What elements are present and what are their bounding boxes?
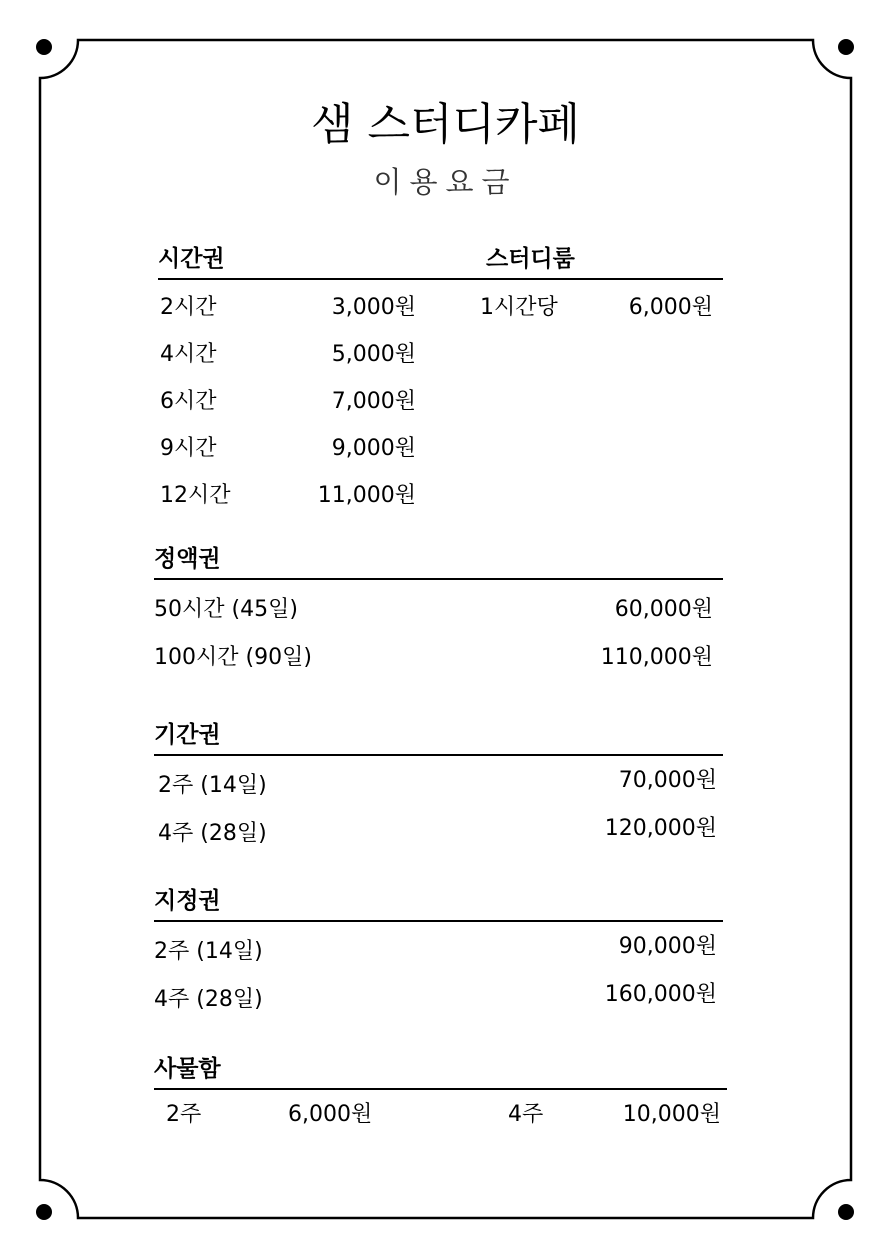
- fixed-seat-price: 90,000원: [618, 934, 717, 959]
- section-heading-time-pass: 시간권: [158, 246, 225, 272]
- time-pass-price: 3,000원: [331, 295, 416, 320]
- fixed-seat-label: 4주 (28일): [154, 987, 263, 1012]
- border-outline: [40, 40, 851, 1218]
- page-subtitle: 이용요금: [373, 165, 518, 199]
- period-pass-price: 70,000원: [618, 768, 717, 793]
- fixed-amount-price: 60,000원: [614, 597, 713, 622]
- corner-dot-top-right: [838, 39, 854, 55]
- time-pass-price: 5,000원: [331, 342, 416, 367]
- locker-price: 6,000원: [288, 1102, 373, 1127]
- fixed-seat-label: 2주 (14일): [154, 939, 263, 964]
- time-pass-label: 4시간: [160, 342, 217, 367]
- section-heading-fixed-seat: 지정권: [154, 888, 221, 914]
- section-heading-locker: 사물함: [154, 1056, 221, 1082]
- period-pass-price: 120,000원: [604, 816, 717, 841]
- study-room-label: 1시간당: [480, 295, 558, 320]
- locker-label: 4주: [508, 1102, 544, 1127]
- study-room-price: 6,000원: [628, 295, 713, 320]
- period-pass-label: 2주 (14일): [158, 773, 267, 798]
- time-pass-label: 12시간: [160, 483, 231, 508]
- locker-price: 10,000원: [622, 1102, 721, 1127]
- period-pass-label: 4주 (28일): [158, 821, 267, 846]
- section-rule-period-pass: [154, 754, 723, 756]
- time-pass-price: 7,000원: [331, 389, 416, 414]
- time-pass-price: 11,000원: [317, 483, 416, 508]
- fixed-seat-price: 160,000원: [604, 982, 717, 1007]
- corner-dot-top-left: [36, 39, 52, 55]
- section-heading-fixed-amount: 정액권: [154, 546, 221, 572]
- time-pass-price: 9,000원: [331, 436, 416, 461]
- section-heading-study-room: 스터디룸: [486, 246, 575, 272]
- corner-dot-bottom-left: [36, 1204, 52, 1220]
- time-pass-label: 2시간: [160, 295, 217, 320]
- time-pass-label: 9시간: [160, 436, 217, 461]
- locker-label: 2주: [166, 1102, 202, 1127]
- fixed-amount-price: 110,000원: [600, 645, 713, 670]
- page-title: 샘 스터디카페: [310, 99, 580, 150]
- fixed-amount-label: 100시간 (90일): [154, 645, 312, 670]
- section-rule-locker: [154, 1088, 727, 1090]
- fixed-amount-label: 50시간 (45일): [154, 597, 298, 622]
- section-rule-fixed-seat: [154, 920, 723, 922]
- corner-dot-bottom-right: [838, 1204, 854, 1220]
- section-rule-fixed-amount: [154, 578, 723, 580]
- section-rule-time-pass: [158, 278, 723, 280]
- section-heading-period-pass: 기간권: [154, 722, 221, 748]
- time-pass-label: 6시간: [160, 389, 217, 414]
